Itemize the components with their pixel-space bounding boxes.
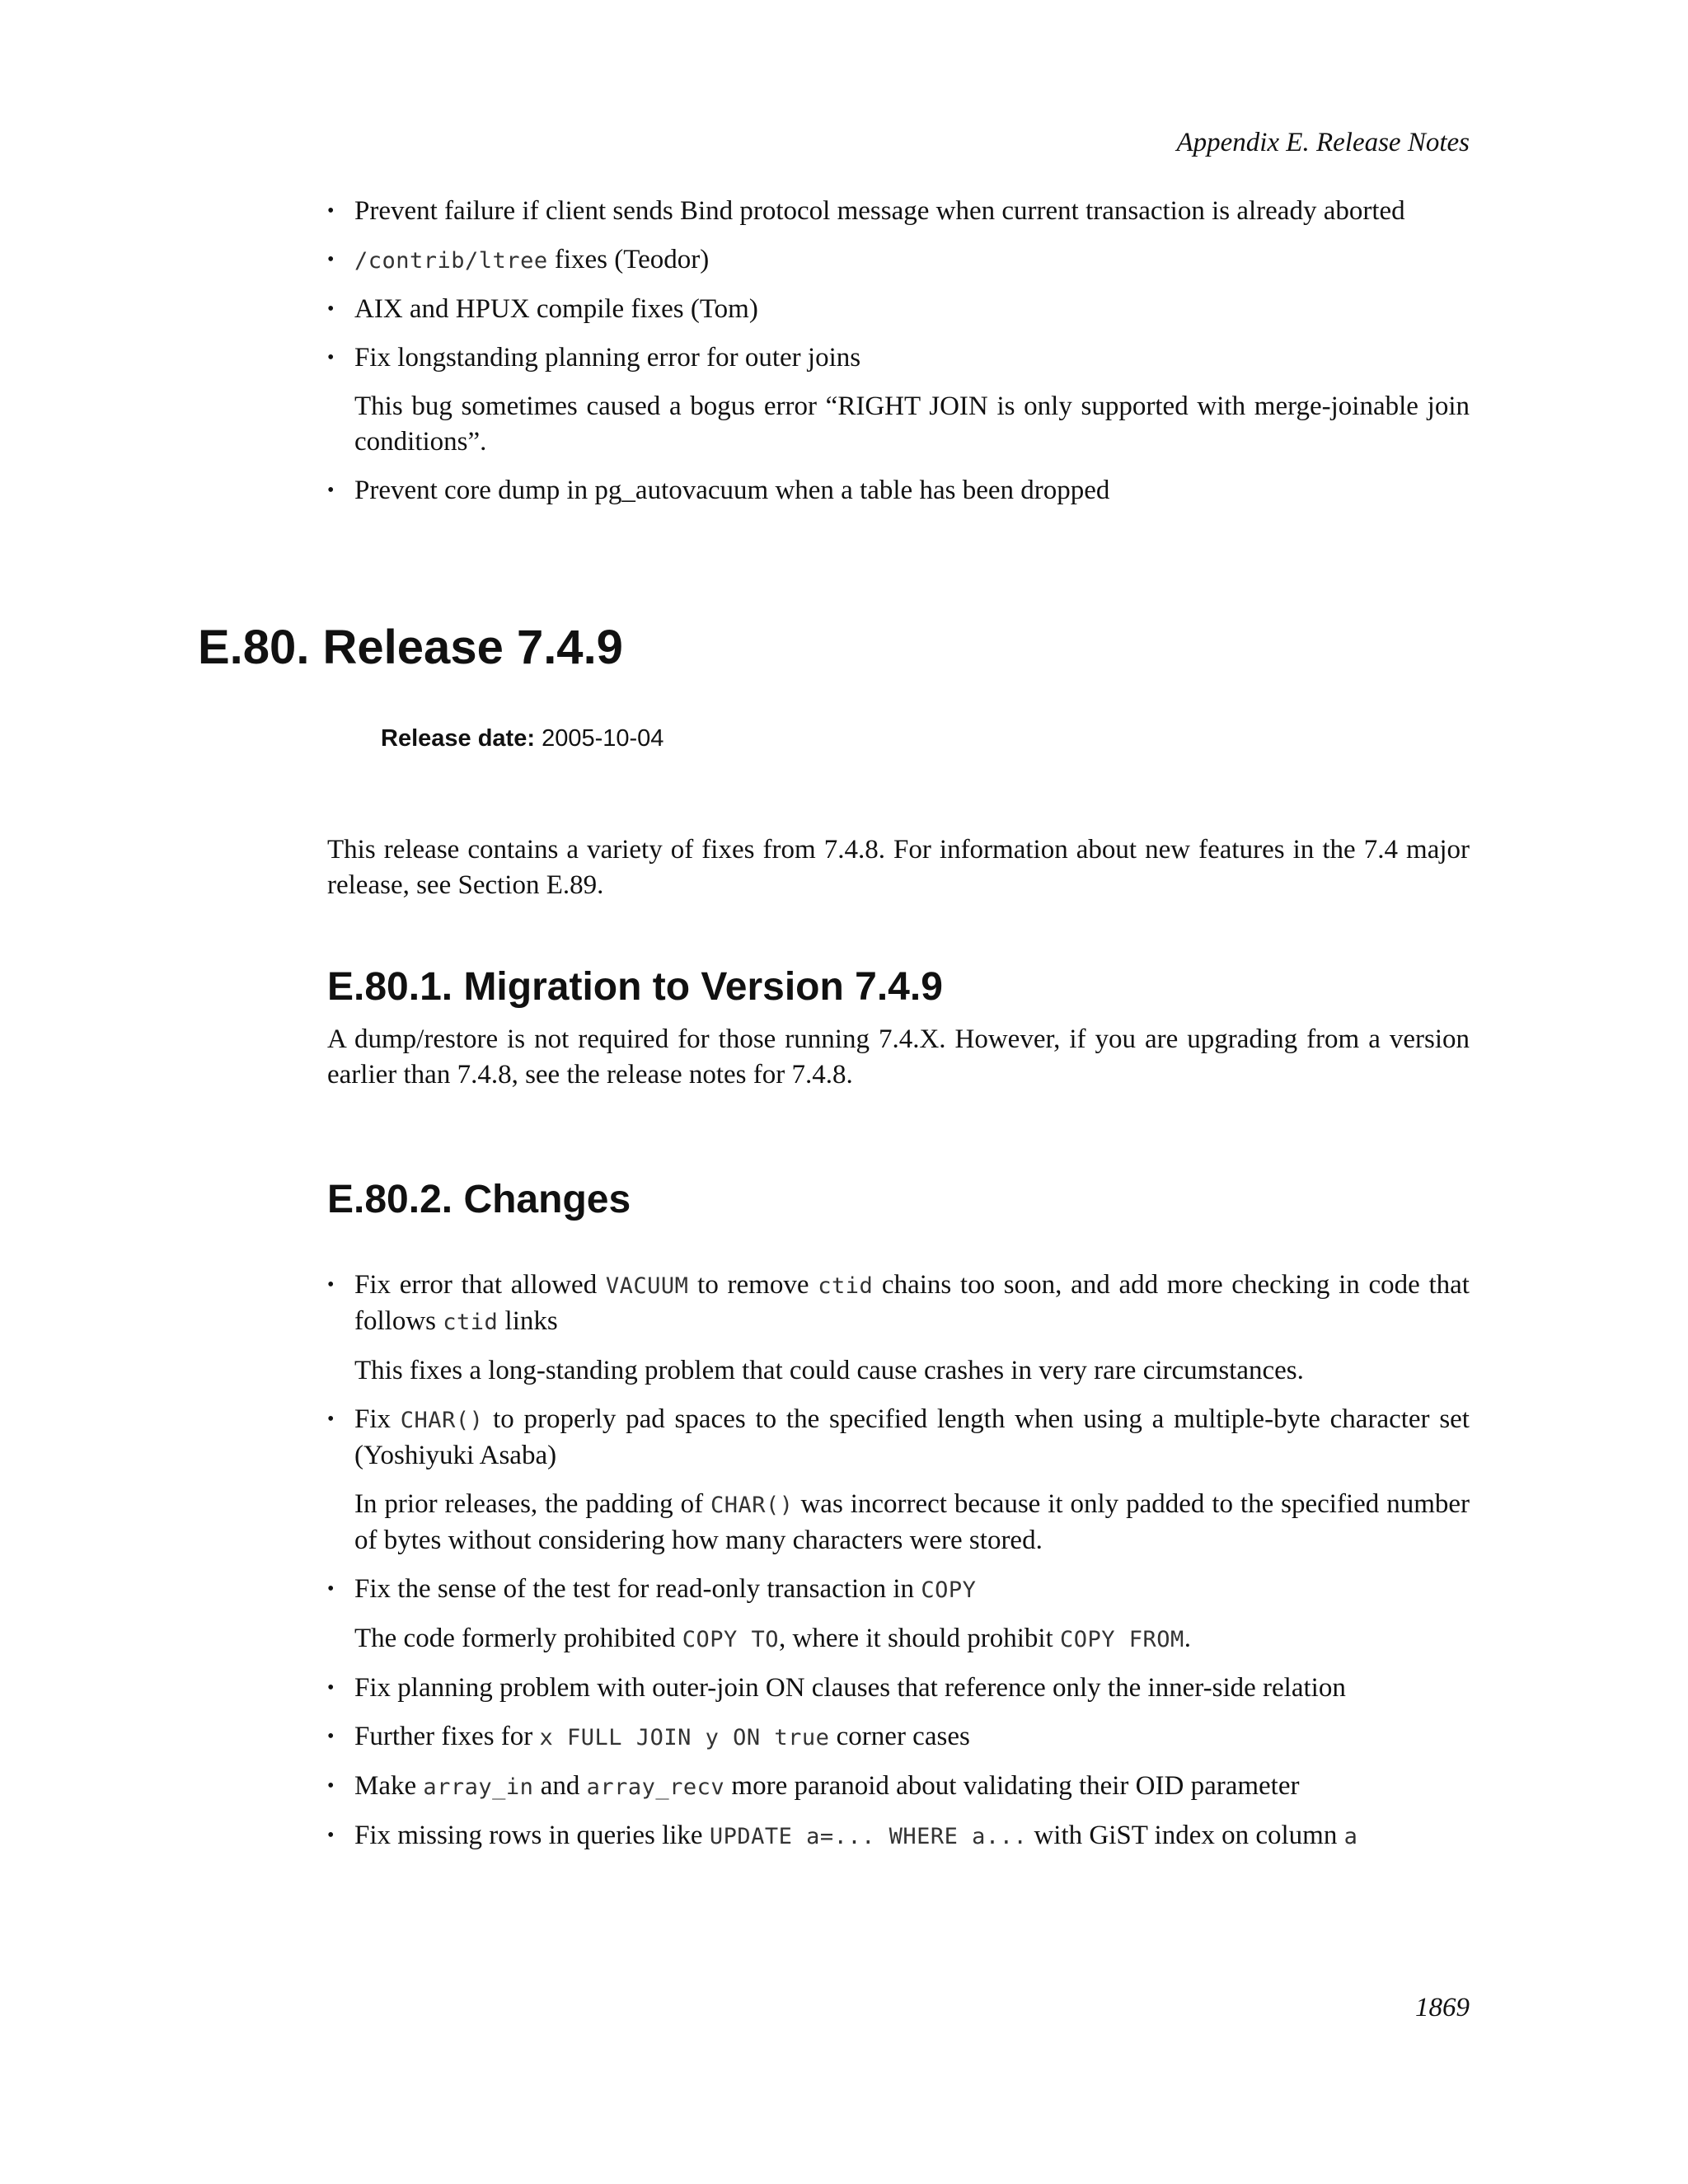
inline-code: UPDATE a=... WHERE a... <box>709 1824 1028 1849</box>
list-item-note: This bug sometimes caused a bogus error “RIGHT JOIN is only supported with merge-joinable join conditions”. <box>354 391 1470 457</box>
migration-body: A dump/restore is not required for those running 7.4.X. However, if you are upgrading from a version earlier than 7.4.8, see the release notes for 7.4.8. <box>327 1024 1470 1090</box>
release-date-value: 2005-10-04 <box>542 725 664 752</box>
inline-code: array_recv <box>586 1774 725 1800</box>
section-intro-container <box>327 832 1470 903</box>
list-item: • Fix longstanding planning error for outer joins This bug sometimes caused a bogus error “RIGHT JOIN is only supported with merge-joinable join conditions”. <box>327 340 1470 460</box>
migration-title: E.80.1. Migration to Version 7.4.9 <box>327 965 943 1009</box>
inline-code: CHAR() <box>710 1493 794 1518</box>
section-title: E.80. Release 7.4.9 <box>198 621 623 674</box>
list-item: • Prevent core dump in pg_autovacuum when a table has been dropped <box>327 473 1470 509</box>
release-date-label: Release date: <box>381 725 535 752</box>
inline-code: COPY FROM <box>1059 1627 1184 1652</box>
section-intro: This release contains a variety of fixes from 7.4.8. For information about new features in the 7.4 major release, see Section E.89. <box>327 835 1470 900</box>
list-item: • Fix planning problem with outer-join ON clauses that reference only the inner-side relation <box>327 1671 1470 1706</box>
list-item: • Make array_in and array_recv more paranoid about validating their OID parameter <box>327 1769 1470 1805</box>
list-item: • Fix missing rows in queries like UPDATE a=... WHERE a... with GiST index on column a <box>327 1818 1470 1854</box>
top-bullet-list <box>327 194 1470 509</box>
inline-code: array_in <box>423 1774 534 1800</box>
migration-section <box>327 964 1470 1093</box>
list-item: • AIX and HPUX compile fixes (Tom) <box>327 292 1470 327</box>
list-item: • Fix the sense of the test for read-only transaction in COPY The code formerly prohibited COPY TO, where it should prohibit COPY FROM. <box>327 1572 1470 1657</box>
list-item-note: The code formerly prohibited COPY TO, where it should prohibit COPY FROM. <box>354 1624 1192 1653</box>
page-number: 1869 <box>1415 1993 1470 2022</box>
inline-code: ctid <box>443 1310 499 1335</box>
list-item: • Fix error that allowed VACUUM to remove ctid chains too soon, and add more checking in code that follows ctid links This fixes a long-standing problem that could cause crashes in very rare circumstances. <box>327 1268 1470 1389</box>
list-item: • /contrib/ltree fixes (Teodor) <box>327 242 1470 279</box>
list-item-note: This fixes a long-standing problem that could cause crashes in very rare circumstances. <box>354 1356 1304 1385</box>
list-item: • Prevent failure if client sends Bind protocol message when current transaction is already aborted <box>327 194 1470 229</box>
list-item: • Fix CHAR() to properly pad spaces to the specified length when using a multiple-byte character set (Yoshiyuki Asaba) In prior releases, the padding of CHAR() was incorrect because it only padded to the specified number of bytes without considering how many characters were stored. <box>327 1402 1470 1558</box>
inline-code: COPY <box>921 1577 977 1603</box>
list-item-note: In prior releases, the padding of CHAR() was incorrect because it only padded to the specified number of bytes without considering how many characters were stored. <box>354 1489 1470 1555</box>
inline-code: x FULL JOIN y ON true <box>539 1725 830 1750</box>
inline-code: CHAR() <box>400 1408 484 1433</box>
list-item: • Further fixes for x FULL JOIN y ON true corner cases <box>327 1719 1470 1755</box>
changes-section <box>327 1177 1470 1868</box>
running-header: Appendix E. Release Notes <box>1176 128 1470 157</box>
inline-code: ctid <box>818 1273 874 1299</box>
inline-code: COPY TO <box>682 1627 779 1652</box>
inline-code: VACUUM <box>605 1273 689 1299</box>
changes-list <box>327 1268 1470 1854</box>
inline-code: /contrib/ltree <box>354 248 548 274</box>
top-bullet-list-container <box>327 194 1470 522</box>
inline-code: a <box>1343 1824 1358 1849</box>
changes-title: E.80.2. Changes <box>327 1178 631 1221</box>
release-date <box>381 725 663 752</box>
